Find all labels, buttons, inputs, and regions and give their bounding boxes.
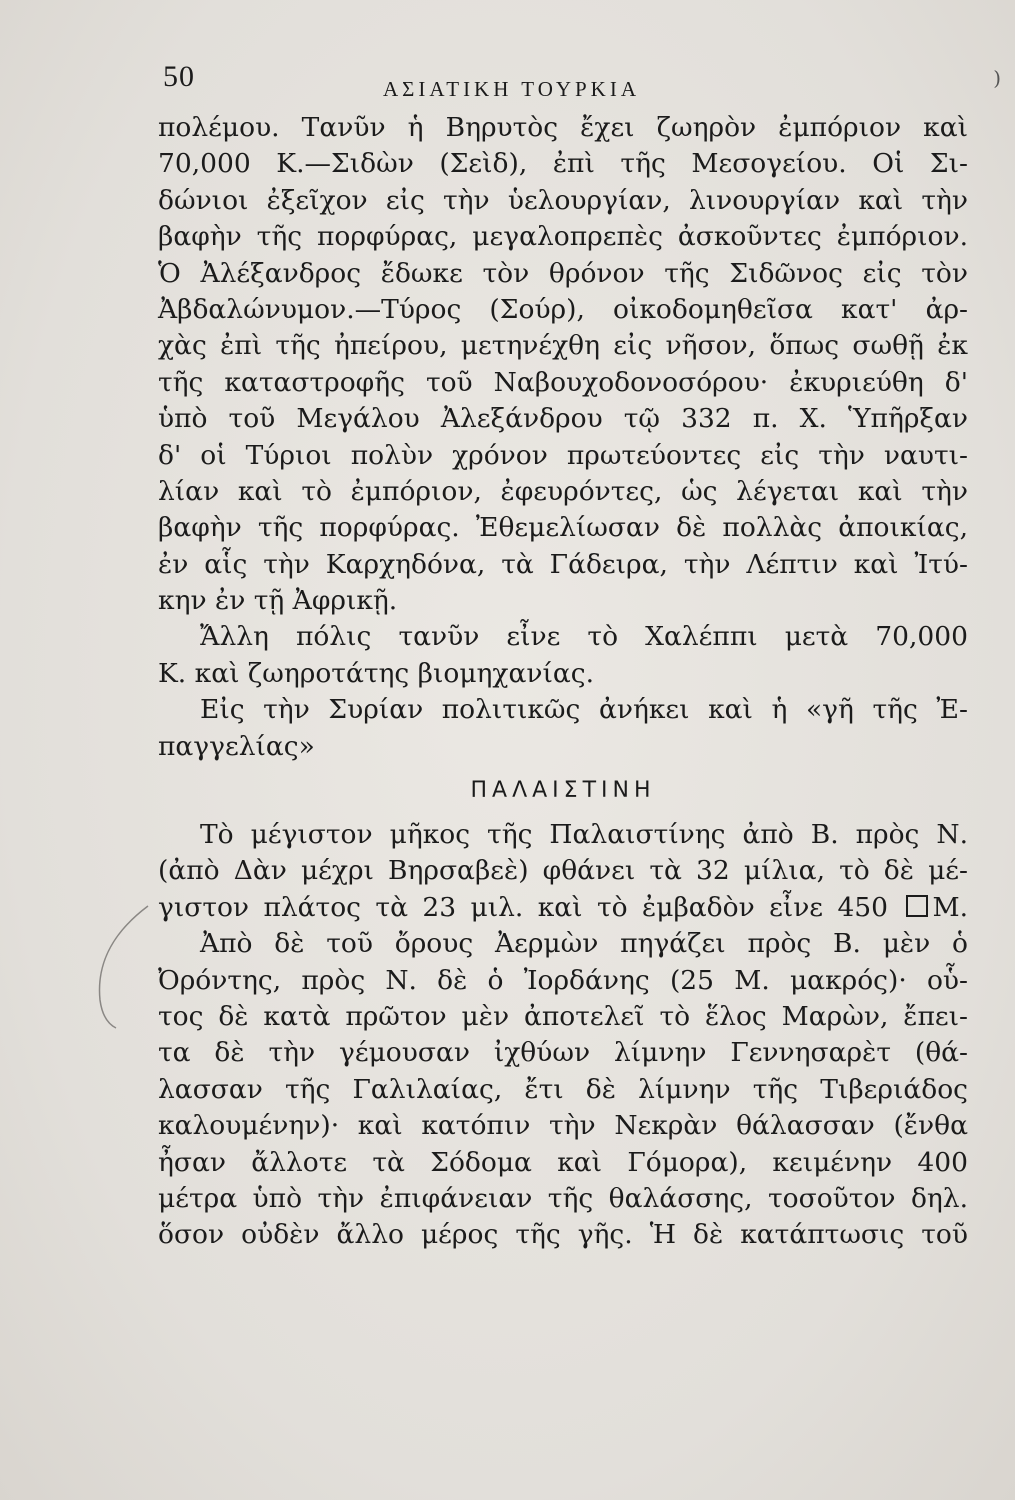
text-line: ὑπὸ τοῦ Μεγάλου Ἀλεξάνδρου τῷ 332 π. Χ. Ὑπῆρξαν [158,403,968,435]
text-line: ἐν αἷς τὴν Καρχηδόνα, τὰ Γάδειρα, τὴν Λέπτιν καὶ Ἰτύ- [158,548,968,580]
text-line: 70,000 Κ.—Σιδὼν (Σεὶδ), ἐπὶ τῆς Μεσογείου. Οἱ Σι- [158,148,968,180]
text-line: βαφὴν τῆς πορφύρας. Ἐθεμελίωσαν δὲ πολλὰς ἀποικίας, [158,512,968,544]
text-line: καλουμένην)· καὶ κατόπιν τὴν Νεκρὰν θάλασσαν (ἔνθα [158,1110,968,1142]
text-line: Ὀρόντης, πρὸς Ν. δὲ ὁ Ἰορδάνης (25 Μ. μακρός)· οὗ- [158,964,968,996]
running-head: ΑΣΙΑΤΙΚΗ ΤΟΥΡΚΙΑ [383,77,640,101]
body-text [158,110,968,1254]
page-number: 50 [163,60,195,93]
text-line: (ἀπὸ Δὰν μέχρι Βηρσαβεὲ) φθάνει τὰ 32 μίλια, τὸ δὲ μέ- [158,855,968,887]
text-line: Εἰς τὴν Συρίαν πολιτικῶς ἀνήκει καὶ ἡ «γῆ τῆς Ἐ- [200,694,968,726]
text-line: Ἀβδαλώνυμον.—Τύρος (Σούρ), οἰκοδομηθεῖσα κατ' ἀρ- [158,293,968,325]
text-line: κην ἐν τῇ Ἀφρικῇ. [158,585,398,617]
margin-mark: ) [993,66,1001,90]
text-line: πολέμου. Τανῦν ἡ Βηρυτὸς ἔχει ζωηρὸν ἐμπόριον καὶ [158,112,968,143]
text-line: βαφὴν τῆς πορφύρας, μεγαλοπρεπὲς ἀσκοῦντες ἐμπόριον. [158,221,968,253]
text-line: Κ. καὶ ζωηροτάτης βιομηχανίας. [158,657,595,689]
text-line: τῆς καταστροφῆς τοῦ Ναβουχοδονοσόρου· ἐκυριεύθη δ' [158,366,968,398]
text-line: τος δὲ κατὰ πρῶτον μὲν ἀποτελεῖ τὸ ἕλος Μαρὼν, ἔπει- [158,1000,968,1032]
text-line: Ὁ Ἀλέξανδρος ἔδωκε τὸν θρόνον τῆς Σιδῶνος εἰς τὸν [158,257,968,289]
text-line [158,890,968,926]
text-line: λίαν καὶ τὸ ἐμπόριον, ἐφευρόντες, ὡς λέγεται καὶ τὴν [158,475,968,507]
text-line: μέτρα ὑπὸ τὴν ἐπιφάνειαν τῆς θαλάσσης, τοσοῦτον δηλ. [158,1182,968,1214]
section-heading: ΠΑΛΑΙΣΤΙΝΗ [470,778,656,804]
text-line: Ἀπὸ δὲ τοῦ ὄρους Ἀερμὼν πηγάζει πρὸς Β. μὲν ὁ [200,928,968,960]
square-symbol-icon [906,895,928,917]
page-header [163,60,723,110]
line-text: γιστον πλάτος τὰ 23 μιλ. καὶ τὸ ἐμβαδὸν εἶνε 450 [158,891,889,923]
text-line: δώνιοι ἐξεῖχον εἰς τὴν ὑελουργίαν, λινουργίαν καὶ τὴν [158,184,968,216]
text-line: χὰς ἐπὶ τῆς ἠπείρου, μετηνέχθη εἰς νῆσον, ὅπως σωθῇ ἐκ [158,330,968,362]
line-text-unit: Μ. [932,891,968,923]
text-line: Ἄλλη πόλις τανῦν εἶνε τὸ Χαλέππι μετὰ 70,000 [200,621,968,653]
text-line: τα δὲ τὴν γέμουσαν ἰχθύων λίμνην Γεννησαρὲτ (θά- [158,1037,968,1069]
text-line: ὅσον οὐδὲν ἄλλο μέρος τῆς γῆς. Ἡ δὲ κατάπτωσις τοῦ [158,1219,968,1251]
text-line: δ' οἱ Τύριοι πολὺν χρόνον πρωτεύοντες εἰς τὴν ναυτι- [158,439,968,471]
text-line: Τὸ μέγιστον μῆκος τῆς Παλαιστίνης ἀπὸ Β. πρὸς Ν. [200,819,968,851]
text-line: ἦσαν ἄλλοτε τὰ Σόδομα καὶ Γόμορα), κειμένην 400 [158,1146,968,1178]
text-line: παγγελίας» [158,730,315,762]
text-line: λασσαν τῆς Γαλιλαίας, ἔτι δὲ λίμνην τῆς Τιβεριάδος [158,1073,968,1105]
